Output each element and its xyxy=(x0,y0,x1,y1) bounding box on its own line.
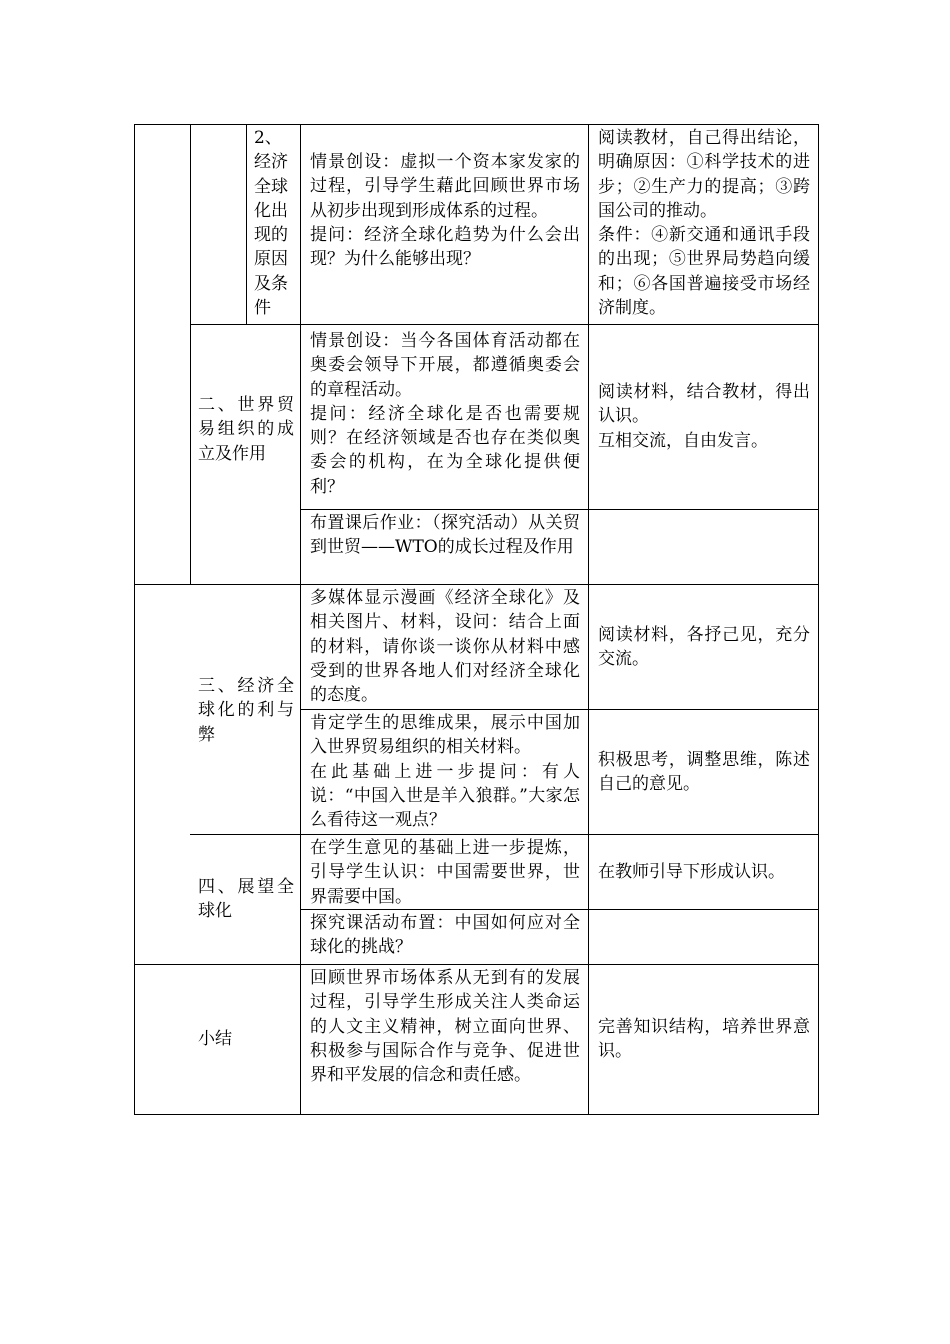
teacher-activity-cell: 肯定学生的思维成果，展示中国加入世界贸易组织的相关材料。 在此基础上进一步提问：有人说：“中国入世是羊入狼群。”大家怎么看待这一观点？ xyxy=(310,713,580,831)
table-border-top xyxy=(134,124,819,125)
row-divider xyxy=(190,324,819,325)
row-divider xyxy=(134,584,819,585)
teacher-activity-cell: 在学生意见的基础上进一步提炼，引导学生认识：中国需要世界，世界需要中国。 xyxy=(310,838,580,907)
row-divider xyxy=(190,834,819,835)
table-border-right xyxy=(818,124,819,1115)
row-divider xyxy=(300,709,819,710)
subtopic-cell: 2、经济全球化出现的原因及条件 xyxy=(254,128,288,319)
table-border-bottom xyxy=(134,1114,819,1115)
student-activity-cell: 在教师引导下形成认识。 xyxy=(598,862,785,882)
row-divider xyxy=(134,964,819,965)
column-divider xyxy=(588,124,589,1115)
column-divider xyxy=(246,124,247,325)
student-activity-cell: 阅读材料，结合教材，得出认识。 互相交流，自由发言。 xyxy=(598,382,810,451)
teacher-activity-cell: 情景创设：当今各国体育活动都在奥委会领导下开展，都遵循奥委会的章程活动。 提问：经济全球化是否也需要规则？在经济领域是否也存在类似奥委会的机构，在为全球化提供便利？ xyxy=(310,331,580,497)
teacher-activity-cell: 布置课后作业：（探究活动）从关贸到世贸——WTO的成长过程及作用 xyxy=(310,513,580,558)
teacher-activity-cell: 探究课活动布置：中国如何应对全球化的挑战？ xyxy=(310,913,580,958)
student-activity-cell: 积极思考，调整思维，陈述自己的意见。 xyxy=(598,750,810,795)
student-activity-cell: 阅读教材，自己得出结论，明确原因：①科学技术的进步；②生产力的提高；③跨国公司的推动。 条件：④新交通和通讯手段的出现；⑤世界局势趋向缓和；⑥各国普遍接受市场经济制度。 xyxy=(598,128,810,319)
student-activity-cell: 完善知识结构，培养世界意识。 xyxy=(598,1017,810,1062)
topic-cell: 三、经济全球化的利与弊 xyxy=(198,676,294,745)
teacher-activity-cell: 回顾世界市场体系从无到有的发展过程，引导学生形成关注人类命运的人文主义精神，树立面向世界、积极参与国际合作与竞争、促进世界和平发展的信念和责任感。 xyxy=(310,968,580,1086)
row-divider xyxy=(300,909,819,910)
summary-label: 小结 xyxy=(198,1029,232,1049)
topic-cell: 四、展望全球化 xyxy=(198,877,294,922)
student-activity-cell: 阅读材料，各抒己见，充分交流。 xyxy=(598,625,810,670)
row-divider xyxy=(300,509,819,510)
teacher-activity-cell: 情景创设：虚拟一个资本家发家的过程，引导学生藉此回顾世界市场从初步出现到形成体系的过程。 提问：经济全球化趋势为什么会出现？为什么能够出现？ xyxy=(310,152,580,270)
column-divider xyxy=(190,124,191,585)
column-divider xyxy=(300,124,301,1115)
teacher-activity-cell: 多媒体显示漫画《经济全球化》及相关图片、材料，设问：结合上面的材料，请你谈一谈你从材料中感受到的世界各地人们对经济全球化的态度。 xyxy=(310,588,580,706)
table-border-left xyxy=(134,124,135,1115)
topic-cell: 二、世界贸易组织的成立及作用 xyxy=(198,395,294,464)
